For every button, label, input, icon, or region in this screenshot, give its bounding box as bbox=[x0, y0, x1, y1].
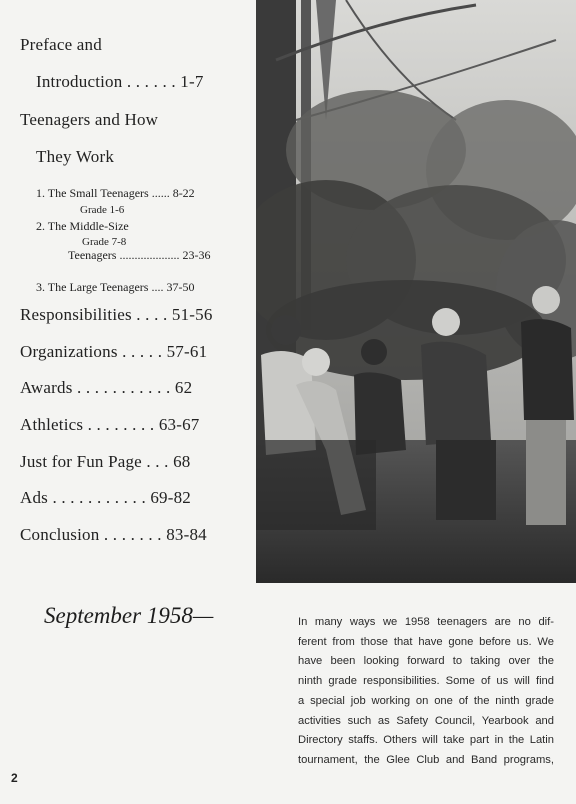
toc-entry: 2. The Middle-Size bbox=[36, 219, 129, 233]
body-line: have been looking forward to taking over the bbox=[298, 655, 554, 668]
toc-entry: Preface and bbox=[20, 35, 102, 54]
body-line: Directory staffs. Others will take part in the Latin bbox=[298, 734, 554, 747]
toc-entry: Introduction . . . . . . 1-7 bbox=[36, 72, 204, 91]
page-number: 2 bbox=[11, 771, 18, 785]
toc-entry: Awards . . . . . . . . . . . 62 bbox=[20, 378, 193, 397]
body-line: In many ways we 1958 teenagers are no dif- bbox=[298, 616, 554, 628]
toc-entry: Grade 1-6 bbox=[80, 204, 125, 216]
body-line: a special job working on one of the ninth grade bbox=[298, 694, 554, 707]
toc-entry: Just for Fun Page . . . 68 bbox=[20, 452, 191, 471]
section-heading: September 1958— bbox=[44, 603, 214, 628]
toc-entry: Teenagers .................... 23-36 bbox=[68, 248, 211, 262]
body-line: activities such as Safety Council, Yearbook and bbox=[298, 714, 554, 727]
toc-entry: Conclusion . . . . . . . 83-84 bbox=[20, 525, 207, 544]
group-photo bbox=[256, 0, 576, 583]
toc-entry: Ads . . . . . . . . . . . 69-82 bbox=[20, 488, 192, 507]
toc-entry: Organizations . . . . . 57-61 bbox=[20, 342, 208, 361]
toc-entry: 1. The Small Teenagers ...... 8-22 bbox=[36, 186, 195, 200]
table-of-contents bbox=[0, 0, 250, 590]
body-paragraph bbox=[298, 613, 554, 771]
toc-entry: Responsibilities . . . . 51-56 bbox=[20, 305, 213, 324]
toc-entry: 3. The Large Teenagers .... 37-50 bbox=[36, 280, 195, 294]
toc-entry: They Work bbox=[36, 147, 115, 166]
toc-entry: Athletics . . . . . . . . 63-67 bbox=[20, 415, 200, 434]
toc-entry: Teenagers and How bbox=[20, 110, 159, 129]
body-line: ferent from those that have gone before us. We bbox=[298, 635, 554, 648]
body-line: ninth grade responsibilities. Some of us will find bbox=[298, 675, 554, 688]
toc-entry: Grade 7-8 bbox=[82, 236, 127, 248]
body-line: tournament, the Glee Club and Band programs, bbox=[298, 753, 554, 766]
photo-illustration bbox=[256, 0, 576, 583]
